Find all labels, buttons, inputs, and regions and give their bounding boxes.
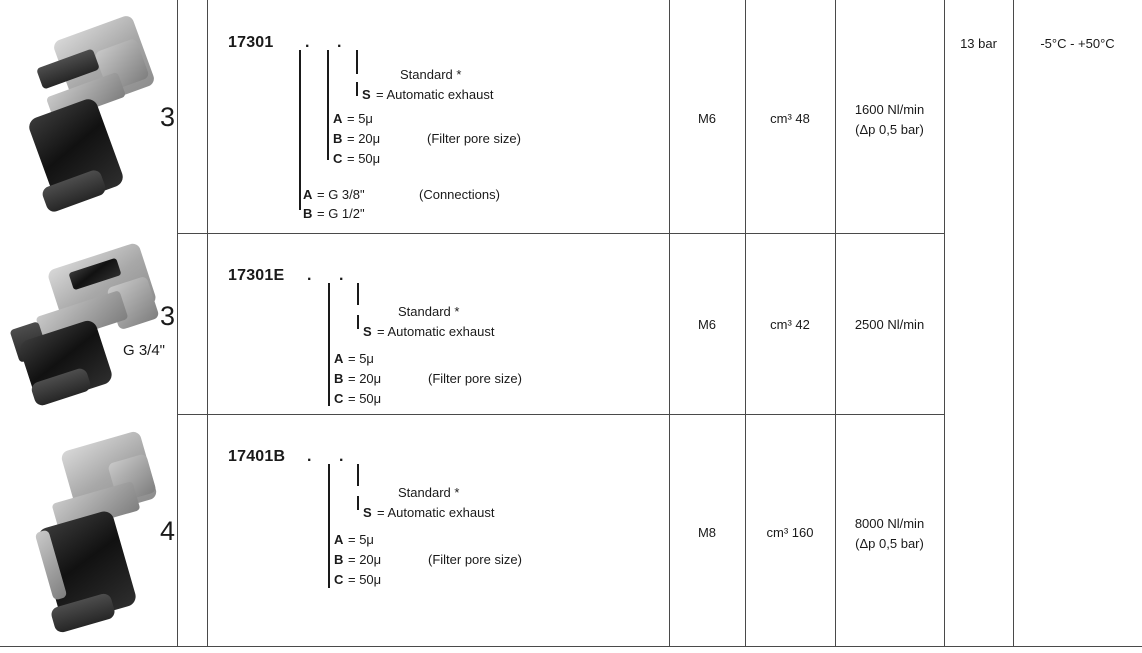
product-image (20, 434, 180, 639)
flow-value: 2500 Nl/min (854, 317, 925, 332)
option-label: B (303, 206, 313, 221)
option-text: = Automatic exhaust (377, 505, 495, 520)
table-bottom-border (0, 646, 1142, 647)
leader-line (357, 283, 359, 305)
option-label: A (334, 532, 344, 547)
option-note: (Filter pore size) (428, 371, 522, 386)
size-number: 3 (160, 301, 176, 331)
leader-line (356, 50, 358, 74)
option-note: (Filter pore size) (428, 552, 522, 567)
product-code: 17301E (228, 267, 285, 284)
code-dot-1: . (305, 34, 310, 51)
option-label: C (334, 572, 344, 587)
product-image (10, 18, 170, 218)
volume-unit: cm³ (770, 317, 792, 332)
option-text: = 50μ (348, 391, 382, 406)
code-dot-1: . (307, 267, 312, 284)
volume-value (745, 318, 835, 331)
size-note: G 3/4" (123, 342, 166, 359)
volume-number: 42 (795, 317, 810, 332)
flow-value: 8000 Nl/min (854, 516, 925, 531)
option-label: B (334, 371, 344, 386)
size-number: 3 (160, 102, 176, 132)
option-label: A (333, 111, 343, 126)
leader-line (327, 50, 329, 160)
code-dot-2: . (337, 34, 342, 51)
option-text: = 5μ (348, 351, 374, 366)
option-label: S (363, 324, 372, 339)
option-text: = G 3/8" (317, 187, 365, 202)
option-label: A (303, 187, 313, 202)
option-text: = G 1/2" (317, 206, 365, 221)
option-label: B (334, 552, 344, 567)
option-text: = Automatic exhaust (376, 87, 494, 102)
leader-line (299, 50, 301, 210)
option-label: A (334, 351, 344, 366)
table-row (0, 233, 1142, 414)
option-label: C (333, 151, 343, 166)
option-label: C (334, 391, 344, 406)
option-text: Standard * (400, 67, 462, 82)
volume-number: 160 (791, 525, 814, 540)
option-text: = 5μ (348, 532, 374, 547)
option-text: Standard * (398, 485, 460, 500)
pressure-value: 13 bar (960, 36, 997, 51)
option-text: = 20μ (348, 552, 382, 567)
volume-value (745, 112, 835, 125)
leader-line (357, 315, 359, 329)
leader-line (357, 496, 359, 510)
flow-value: 1600 Nl/min (854, 102, 925, 117)
code-dot-2: . (339, 448, 344, 465)
code-dot-2: . (339, 267, 344, 284)
leader-line (357, 464, 359, 486)
option-text: = 5μ (347, 111, 373, 126)
flow-note: (Δp 0,5 bar) (855, 536, 924, 551)
option-text: = 20μ (348, 371, 382, 386)
thread-value: M6 (697, 317, 717, 332)
leader-line (356, 82, 358, 96)
table-row (0, 414, 1142, 646)
option-text: = Automatic exhaust (377, 324, 495, 339)
volume-number: 48 (795, 111, 810, 126)
option-note: (Connections) (419, 187, 500, 202)
leader-line (328, 464, 330, 588)
volume-unit: cm³ (766, 525, 789, 540)
option-text: = 20μ (347, 131, 381, 146)
thread-value: M8 (697, 525, 717, 540)
product-code: 17401B (228, 448, 286, 465)
table-row (0, 0, 1142, 233)
option-text: = 50μ (348, 572, 382, 587)
option-label: S (363, 505, 372, 520)
thread-value: M6 (697, 111, 717, 126)
option-note: (Filter pore size) (427, 131, 521, 146)
volume-unit: cm³ (770, 111, 792, 126)
option-text: = 50μ (347, 151, 381, 166)
volume-value (745, 526, 835, 539)
product-code: 17301 (228, 34, 274, 51)
option-text: Standard * (398, 304, 460, 319)
size-number: 4 (160, 516, 176, 546)
flow-note: (Δp 0,5 bar) (855, 122, 924, 137)
option-label: B (333, 131, 343, 146)
option-label: S (362, 87, 371, 102)
leader-line (328, 283, 330, 406)
code-dot-1: . (307, 448, 312, 465)
temperature-value: -5°C - +50°C (1040, 36, 1115, 51)
product-image (4, 251, 179, 416)
